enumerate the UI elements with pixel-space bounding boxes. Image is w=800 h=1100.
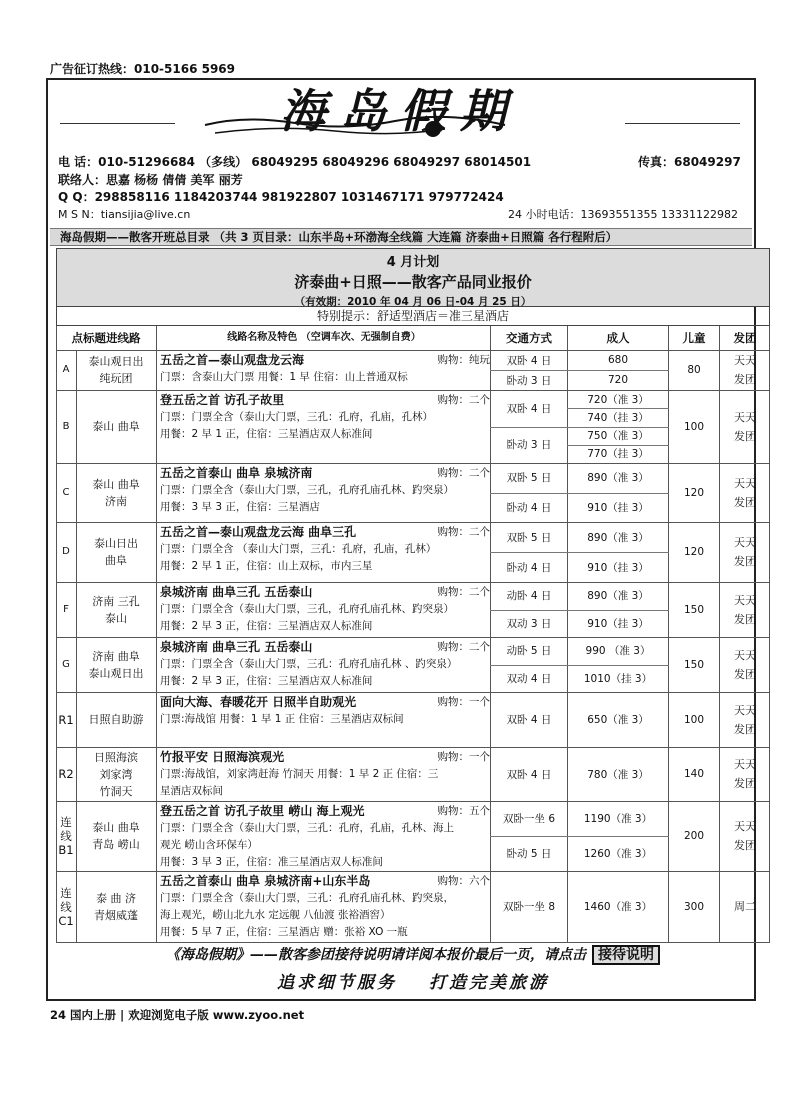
row-features [160, 747, 490, 801]
row-theme-line: 曲阜 [105, 554, 127, 567]
row-child-price: 300 [683, 900, 705, 913]
row-split-line [490, 370, 669, 371]
row-feature-line: 门票：门票全含（泰山大门票，三孔，孔府孔庙孔林、趵突泉） [160, 484, 454, 496]
row-adult-price: 990 （准 3） [585, 645, 651, 658]
row-divider [56, 390, 770, 391]
plan-header [56, 248, 770, 307]
row-child-price: 200 [683, 830, 705, 842]
row-theme [77, 522, 155, 582]
row-route-title [160, 392, 490, 409]
row-adult-price: 910（挂 3） [587, 561, 649, 574]
row-theme-line: 泰山 [105, 611, 127, 625]
reception-info-button[interactable]: 接待说明 [592, 945, 660, 965]
row-departure-line: 天天 [734, 536, 756, 549]
row-transport: 双卧一坐 6 [502, 813, 556, 825]
row-adult-price: 780（准 3） [587, 768, 649, 781]
row-transport: 双卧 4 日 [506, 768, 552, 781]
row-departure-line: 发团 [734, 429, 756, 443]
contact-24h: 24 小时电话：13693551355 13331122982 [508, 208, 738, 221]
row-departure-line: 发团 [734, 373, 756, 386]
row-split-line [490, 427, 669, 428]
row-split-line [490, 493, 669, 494]
row-route-title-text: 五岳之首泰山 曲阜 泉城济南+山东半岛 [160, 874, 371, 888]
row-feature-line: 门票：门票全含（泰山大门票，三孔：孔府，孔庙，孔林） [160, 411, 433, 423]
row-route-title [160, 465, 490, 482]
row-features [160, 801, 490, 871]
row-features [160, 522, 490, 582]
row-transport: 卧动 4 日 [506, 501, 552, 514]
row-departure-line: 发团 [734, 839, 756, 852]
row-departure-line: 天天 [734, 648, 756, 662]
row-route-title [160, 694, 490, 711]
row-transport: 卧动 3 日 [506, 374, 552, 387]
row-child-price: 100 [683, 713, 705, 726]
row-departure [720, 390, 770, 463]
row-feature-line: 海上观光，崂山北九水 定远舰 八仙渡 张裕酒窖） [160, 909, 391, 921]
row-departure [720, 871, 770, 942]
row-departure [720, 637, 770, 692]
price-table [56, 326, 770, 942]
col-route: 线路名称及特色 （空调车次、无强制自费） [227, 332, 421, 343]
row-departure [720, 582, 770, 637]
row-transport: 双卧 4 日 [506, 402, 552, 415]
row-adult-price: 1460（准 3） [583, 901, 653, 913]
row-route-title-text: 登五岳之首 访孔子故里 [160, 393, 285, 407]
row-shopping: 购物：六个 [437, 875, 490, 887]
row-transport: 卧动 5 日 [506, 848, 552, 860]
row-route-title [160, 352, 490, 369]
row-route-title-text: 登五岳之首 访孔子故里 崂山 海上观光 [160, 804, 365, 818]
row-divider [56, 871, 770, 872]
row-divider [56, 747, 770, 748]
table-row [56, 522, 770, 582]
row-transport: 动卧 5 日 [506, 645, 552, 658]
row-theme-line: 青岛 崂山 [92, 838, 140, 851]
directory-bar: 海岛假期——散客开班总目录 （共 3 页目录：山东半岛+环渤海全线篇 大连篇 济泰曲+日照篇 各行程附后） [50, 228, 752, 246]
row-feature-line: 星酒店双标间 [160, 785, 223, 797]
table-row [56, 747, 770, 801]
logo-rule-right [625, 123, 740, 124]
row-theme-line: 竹洞天 [99, 784, 133, 798]
row-departure-line: 天天 [734, 820, 756, 833]
row-child-price: 150 [683, 603, 705, 616]
row-code: A [62, 364, 70, 375]
row-transport: 双卧 4 日 [506, 354, 552, 367]
row-divider [56, 942, 770, 943]
row-features [160, 692, 490, 747]
row-divider [56, 801, 770, 802]
row-price-split-line [567, 408, 669, 409]
row-code: R2 [58, 767, 74, 781]
row-theme-line: 刘家湾 [99, 767, 133, 781]
row-shopping: 购物：纯玩 [437, 354, 490, 366]
row-adult-price: 770（挂 3） [587, 448, 649, 461]
row-transport: 卧动 4 日 [506, 561, 552, 574]
logo-rule-left [60, 123, 175, 124]
row-departure-line: 天天 [734, 354, 756, 367]
row-theme-line: 泰山观日出 [88, 666, 144, 680]
row-shopping: 购物：一个 [437, 751, 490, 763]
row-departure-line: 发团 [734, 722, 756, 736]
slogan [56, 968, 770, 993]
row-route-title-text: 竹报平安 日照海滨观光 [160, 750, 285, 764]
contact-fax: 传真：68049297 [638, 155, 741, 169]
row-route-title [160, 524, 490, 541]
row-route-title-text: 五岳之首—泰山观盘龙云海 [160, 353, 305, 367]
row-route-title-text: 面向大海、春暖花开 日照半自助观光 [160, 695, 357, 709]
row-departure-line: 发团 [734, 495, 756, 509]
row-child-price: 150 [683, 658, 705, 671]
row-divider [56, 463, 770, 464]
row-theme-line: 济南 曲阜 [92, 649, 140, 663]
row-shopping: 购物：二个 [437, 394, 490, 406]
row-theme [77, 390, 155, 463]
row-theme-line: 泰山日出 [94, 537, 138, 550]
row-adult-price: 750（准 3） [587, 430, 649, 443]
row-feature-line: 观光 崂山含环保车） [160, 839, 258, 851]
row-route-title [160, 749, 490, 766]
row-features [160, 390, 490, 463]
row-adult-price: 1260（准 3） [583, 848, 653, 860]
row-child-price: 120 [683, 546, 705, 558]
row-code: 连线C1 [58, 885, 74, 928]
row-theme [77, 871, 155, 942]
row-departure-line: 天天 [734, 410, 756, 424]
row-split-line [490, 665, 669, 666]
row-adult-price: 720 [607, 374, 629, 386]
plan-title: 济泰曲+日照——散客产品同业报价 [294, 273, 532, 291]
table-row [56, 390, 770, 463]
row-features [160, 463, 490, 522]
row-divider [56, 522, 770, 523]
row-shopping: 购物：五个 [437, 805, 490, 817]
col-code-theme: 点标题进线路 [71, 331, 141, 345]
col-adult: 成人 [606, 331, 630, 345]
row-transport: 双动 4 日 [506, 672, 552, 685]
row-theme-line: 日照自助游 [88, 713, 144, 726]
row-feature-line: 用餐：2 早 3 正，住宿：三星酒店双人标准间 [160, 620, 373, 632]
row-transport: 双卧一坐 8 [502, 901, 556, 913]
table-row [56, 463, 770, 522]
row-departure-line: 发团 [734, 667, 756, 681]
row-feature-line: 门票：门票全含（泰山大门票，三孔，孔府孔庙孔林、趵突泉） [160, 603, 454, 615]
col-child: 儿童 [682, 331, 706, 345]
row-features [160, 871, 490, 942]
row-code: D [62, 546, 70, 557]
special-tip: 特别提示：舒适型酒店＝准三星酒店 [56, 307, 770, 326]
row-split-line [490, 610, 669, 611]
row-theme-line: 济南 [105, 494, 127, 508]
table-row [56, 637, 770, 692]
row-feature-line: 门票：门票全含（泰山大门票，三孔：孔府孔庙孔林 、趵突泉） [160, 658, 458, 670]
row-feature-line: 门票：含泰山大门票 用餐：1 早 住宿：山上普通双标 [160, 371, 408, 383]
row-transport: 动卧 4 日 [506, 590, 552, 603]
row-departure [720, 463, 770, 522]
row-transport: 卧动 3 日 [506, 439, 552, 452]
row-adult-price: 890（准 3） [587, 472, 649, 485]
row-adult-price: 890（准 3） [587, 531, 649, 544]
row-route-title-text: 泉城济南 曲阜三孔 五岳泰山 [160, 640, 313, 654]
row-departure [720, 522, 770, 582]
row-theme [77, 582, 155, 637]
row-feature-line: 用餐：2 早 1 正，住宿：山上双标，市内三星 [160, 560, 373, 572]
row-child-price: 100 [683, 420, 705, 433]
row-transport: 双卧 4 日 [506, 714, 552, 726]
page-footer: 24 国内上册 | 欢迎浏览电子版 www.zyoo.net [50, 1008, 305, 1022]
row-departure-line: 发团 [734, 777, 756, 790]
row-departure [720, 801, 770, 871]
row-feature-line: 用餐：3 早 3 正，住宿：准三星酒店双人标准间 [160, 856, 383, 868]
row-departure-line: 周二 [734, 900, 756, 913]
row-theme [77, 801, 155, 871]
contact-qq: Q Q：298858116 1184203744 981922807 1031467171 979772424 [58, 190, 504, 204]
row-adult-price: 680 [607, 354, 629, 366]
contact-phone: 电 话：010-51296684 （多线） 68049295 68049296 68049297 68014501 [58, 155, 532, 169]
contact-msn: M S N：tiansijia@live.cn [58, 208, 191, 221]
plan-validity: （有效期：2010 年 04 月 06 日-04 月 25 日） [294, 296, 532, 308]
row-shopping: 购物：二个 [437, 467, 490, 479]
row-child-price: 120 [683, 486, 705, 499]
row-adult-price: 890（准 3） [587, 590, 649, 603]
row-theme [77, 747, 155, 801]
row-departure-line: 发团 [734, 612, 756, 626]
contact-msn-row [58, 206, 738, 222]
row-feature-line: 门票：门票全含（泰山大门票，三孔：孔府孔庙孔林、趵突泉， [160, 892, 454, 904]
row-feature-line: 门票：门票全含（泰山大门票，三孔：孔府，孔庙，孔林、海上 [160, 822, 454, 834]
row-route-title [160, 584, 490, 601]
col-transport: 交通方式 [506, 331, 552, 345]
row-divider [56, 582, 770, 583]
row-adult-price: 720（准 3） [587, 393, 649, 406]
row-shopping: 购物：一个 [437, 696, 490, 708]
plan-month: 4 月计划 [386, 255, 440, 270]
row-route-title-text: 泉城济南 曲阜三孔 五岳泰山 [160, 585, 313, 599]
row-departure [720, 350, 770, 390]
row-departure-line: 天天 [734, 758, 756, 771]
row-adult-price: 910（挂 3） [587, 617, 649, 630]
table-row [56, 350, 770, 390]
brand-logo [185, 85, 615, 147]
row-departure-line: 天天 [734, 593, 756, 607]
row-theme [77, 637, 155, 692]
row-theme-line: 泰 曲 济 [96, 891, 136, 905]
row-feature-line: 门票:海战馆，刘家湾赶海 竹洞天 用餐：1 早 2 正 住宿：三 [160, 768, 439, 780]
row-theme-line: 泰山观日出 [88, 355, 144, 368]
row-feature-line: 门票:海战馆 用餐：1 早 1 正 住宿：三星酒店双标间 [160, 713, 404, 725]
svg-text:海岛假期: 海岛假期 [280, 85, 520, 138]
row-shopping: 购物：二个 [437, 586, 490, 598]
row-theme-line: 泰山 曲阜 [92, 477, 140, 491]
row-theme [77, 692, 155, 747]
row-route-title [160, 873, 490, 890]
row-theme-line: 泰山 曲阜 [92, 420, 140, 433]
row-adult-price: 1190（准 3） [583, 813, 653, 825]
row-divider [56, 692, 770, 693]
row-features [160, 582, 490, 637]
row-departure-line: 天天 [734, 703, 756, 717]
row-transport: 双卧 5 日 [506, 472, 552, 485]
row-departure-line: 发团 [734, 555, 756, 568]
col-departure: 发团 [733, 331, 757, 345]
row-price-split-line [567, 445, 669, 446]
row-departure-line: 天天 [734, 476, 756, 490]
row-adult-price: 650（准 3） [587, 714, 649, 726]
row-feature-line: 用餐：3 早 3 正，住宿：三星酒店 [160, 501, 320, 513]
table-row [56, 582, 770, 637]
row-child-price: 140 [683, 768, 705, 780]
table-row [56, 692, 770, 747]
row-code: G [62, 658, 70, 670]
row-departure [720, 747, 770, 801]
row-feature-line: 用餐：5 早 7 正，住宿：三星酒店 赠：张裕 XO 一瓶 [160, 926, 408, 938]
row-split-line [490, 552, 669, 553]
row-route-title [160, 639, 490, 656]
reception-note-text: 《海岛假期》——散客参团接待说明请详阅本报价最后一页，请点击 [166, 947, 586, 963]
row-feature-line: 门票：门票全含 （泰山大门票，三孔：孔府，孔庙，孔林） [160, 543, 437, 555]
row-divider [56, 637, 770, 638]
row-transport: 双动 3 日 [506, 617, 552, 630]
slogan-1: 追求细节服务 [277, 973, 397, 993]
row-theme-line: 青烟威蓬 [94, 908, 138, 922]
contact-people: 联络人：思嘉 杨杨 倩倩 美军 丽芳 [58, 173, 243, 187]
row-code: 连线B1 [58, 815, 74, 857]
ad-hotline: 广告征订热线：010-5166 5969 [50, 62, 236, 76]
row-feature-line: 用餐：2 早 1 正，住宿：三星酒店双人标准间 [160, 428, 373, 440]
row-theme-line: 泰山 曲阜 [92, 821, 140, 834]
row-shopping: 购物：二个 [437, 526, 490, 538]
row-theme [77, 463, 155, 522]
row-feature-line: 用餐：2 早 3 正，住宿：三星酒店双人标准间 [160, 675, 373, 687]
row-features [160, 350, 490, 390]
row-code: F [63, 603, 69, 615]
row-theme [77, 350, 155, 390]
reception-note [56, 944, 770, 964]
row-adult-price: 740（挂 3） [587, 411, 649, 424]
table-row [56, 871, 770, 942]
row-adult-price: 1010（挂 3） [583, 672, 653, 685]
slogan-2: 打造完美旅游 [429, 973, 549, 993]
row-transport: 双卧 5 日 [506, 531, 552, 544]
row-theme-line: 日照海滨 [94, 750, 138, 764]
row-theme-line: 济南 三孔 [92, 594, 140, 608]
row-code: C [62, 486, 70, 498]
row-route-title [160, 803, 490, 820]
row-child-price: 80 [687, 364, 701, 376]
table-row [56, 801, 770, 871]
row-route-title-text: 五岳之首—泰山观盘龙云海 曲阜三孔 [160, 525, 357, 539]
row-theme-line: 纯玩团 [99, 372, 133, 385]
row-route-title-text: 五岳之首泰山 曲阜 泉城济南 [160, 466, 313, 480]
row-departure [720, 692, 770, 747]
row-adult-price: 910（挂 3） [587, 501, 649, 514]
row-shopping: 购物：二个 [437, 641, 490, 653]
row-code: B [62, 420, 70, 432]
row-split-line [490, 836, 669, 837]
row-features [160, 637, 490, 692]
row-code: R1 [58, 712, 74, 727]
